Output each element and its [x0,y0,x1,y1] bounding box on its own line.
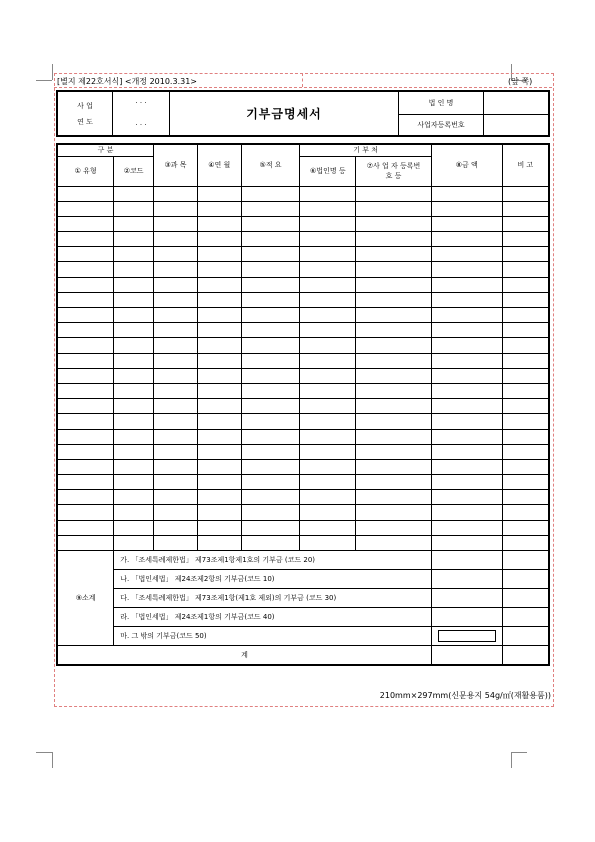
subtotal-amount[interactable] [431,551,502,570]
cell-donee-biz[interactable] [356,186,432,201]
cell-date[interactable] [197,520,241,535]
cell-account[interactable] [154,414,198,429]
cell-donee-biz[interactable] [356,247,432,262]
cell-date[interactable] [197,186,241,201]
table-row [57,353,549,368]
fiscal-year-label-2: 연 도 [77,117,93,126]
page-side: (앞 쪽) [508,77,533,86]
cell-donee-biz[interactable] [356,323,432,338]
col-amount: ⑧금 액 [431,144,502,186]
corp-name-value[interactable] [484,91,550,114]
cell-date[interactable] [197,444,241,459]
col-remarks: 비 고 [502,144,549,186]
subtotal-item: 라. 「법인세법」 제24조제1항의 기부금(코드 40) [114,608,432,627]
table-row [57,262,549,277]
cell-amount[interactable] [431,505,502,520]
subtotal-amount[interactable] [431,589,502,608]
cell-remarks[interactable] [502,338,549,353]
cell-remarks[interactable] [502,475,549,490]
cell-summary[interactable] [241,475,300,490]
crop-mark-tl-h [36,80,52,81]
cell-amount[interactable] [431,232,502,247]
cell-amount[interactable] [431,459,502,474]
subtotal-amount[interactable] [431,608,502,627]
cell-date[interactable] [197,216,241,231]
cell-type[interactable] [57,475,114,490]
cell-code[interactable] [114,383,154,398]
page-guide-header-divider [302,73,303,87]
cell-summary[interactable] [241,383,300,398]
cell-type[interactable] [57,323,114,338]
form-title: 기부금명세서 [170,91,399,136]
cell-code[interactable] [114,353,154,368]
subtotal-remarks[interactable] [502,589,549,608]
crop-mark-br-h [511,752,527,753]
cell-code[interactable] [114,368,154,383]
cell-date[interactable] [197,414,241,429]
cell-remarks[interactable] [502,520,549,535]
col-summary: ⑤적 요 [241,144,300,186]
cell-type[interactable] [57,414,114,429]
form-id: [별지 제22호서식] <개정 2010.3.31> [57,77,197,86]
col-code: ②코드 [114,156,154,186]
cell-donee-name[interactable] [300,216,356,231]
cell-type[interactable] [57,292,114,307]
table-row [57,475,549,490]
cell-remarks[interactable] [502,444,549,459]
cell-summary[interactable] [241,505,300,520]
cell-summary[interactable] [241,323,300,338]
cell-summary[interactable] [241,535,300,550]
cell-code[interactable] [114,323,154,338]
cell-summary[interactable] [241,414,300,429]
fiscal-year-label [57,91,113,136]
cell-type[interactable] [57,505,114,520]
cell-amount[interactable] [431,490,502,505]
subtotal-amount-boxed[interactable] [431,627,502,646]
table-row [57,232,549,247]
cell-donee-name[interactable] [300,429,356,444]
cell-code[interactable] [114,232,154,247]
cell-summary[interactable] [241,338,300,353]
cell-donee-name[interactable] [300,383,356,398]
cell-donee-biz[interactable] [356,216,432,231]
cell-remarks[interactable] [502,308,549,323]
fiscal-year-from[interactable]: · · · [113,91,170,114]
cell-donee-name[interactable] [300,490,356,505]
cell-summary[interactable] [241,292,300,307]
cell-summary[interactable] [241,520,300,535]
cell-remarks[interactable] [502,262,549,277]
cell-remarks[interactable] [502,429,549,444]
cell-account[interactable] [154,490,198,505]
cell-amount[interactable] [431,399,502,414]
cell-donee-biz[interactable] [356,444,432,459]
cell-donee-biz[interactable] [356,292,432,307]
cell-account[interactable] [154,459,198,474]
cell-date[interactable] [197,292,241,307]
cell-donee-name[interactable] [300,399,356,414]
cell-amount[interactable] [431,186,502,201]
cell-type[interactable] [57,368,114,383]
cell-code[interactable] [114,505,154,520]
cell-donee-biz[interactable] [356,399,432,414]
cell-donee-name[interactable] [300,247,356,262]
cell-donee-name[interactable] [300,459,356,474]
cell-type[interactable] [57,383,114,398]
cell-summary[interactable] [241,247,300,262]
cell-remarks[interactable] [502,368,549,383]
cell-date[interactable] [197,383,241,398]
cell-date[interactable] [197,232,241,247]
cell-date[interactable] [197,262,241,277]
cell-account[interactable] [154,368,198,383]
cell-type[interactable] [57,216,114,231]
cell-donee-biz[interactable] [356,459,432,474]
col-donee-name: ⑥법인명 등 [300,156,356,186]
cell-donee-name[interactable] [300,232,356,247]
cell-amount[interactable] [431,247,502,262]
cell-donee-biz[interactable] [356,475,432,490]
cell-account[interactable] [154,353,198,368]
table-row [57,399,549,414]
table-row [57,414,549,429]
cell-donee-name[interactable] [300,323,356,338]
table-row [57,277,549,292]
cell-date[interactable] [197,475,241,490]
cell-date[interactable] [197,535,241,550]
cell-code[interactable] [114,201,154,216]
table-row [57,323,549,338]
cell-account[interactable] [154,292,198,307]
cell-code[interactable] [114,399,154,414]
cell-donee-name[interactable] [300,414,356,429]
cell-type[interactable] [57,444,114,459]
cell-donee-biz[interactable] [356,201,432,216]
cell-account[interactable] [154,444,198,459]
cell-account[interactable] [154,429,198,444]
crop-mark-tl-v [52,64,53,80]
table-row [57,535,549,550]
table-row [57,383,549,398]
cell-account[interactable] [154,308,198,323]
crop-mark-bl-h [36,752,52,753]
cell-amount[interactable] [431,277,502,292]
cell-summary[interactable] [241,490,300,505]
entry-rows [57,186,549,551]
cell-code[interactable] [114,216,154,231]
cell-remarks[interactable] [502,277,549,292]
cell-summary[interactable] [241,459,300,474]
cell-donee-name[interactable] [300,308,356,323]
cell-type[interactable] [57,262,114,277]
table-row [57,201,549,216]
cell-remarks[interactable] [502,353,549,368]
cell-account[interactable] [154,399,198,414]
cell-remarks[interactable] [502,399,549,414]
cell-donee-biz[interactable] [356,232,432,247]
table-row [57,490,549,505]
cell-donee-name[interactable] [300,520,356,535]
cell-remarks[interactable] [502,201,549,216]
cell-amount[interactable] [431,429,502,444]
cell-code[interactable] [114,308,154,323]
table-row [57,520,549,535]
total-remarks[interactable] [502,646,549,665]
cell-code[interactable] [114,414,154,429]
table-row [57,444,549,459]
corp-name-label: 법 인 명 [399,91,484,114]
crop-mark-bl-v [52,752,53,768]
cell-type[interactable] [57,201,114,216]
cell-donee-name[interactable] [300,535,356,550]
cell-amount[interactable] [431,414,502,429]
cell-type[interactable] [57,459,114,474]
cell-date[interactable] [197,323,241,338]
cell-remarks[interactable] [502,535,549,550]
cell-type[interactable] [57,247,114,262]
cell-donee-name[interactable] [300,262,356,277]
cell-type[interactable] [57,232,114,247]
cell-amount[interactable] [431,216,502,231]
cell-date[interactable] [197,308,241,323]
donation-table [56,143,550,666]
col-account: ③과 목 [154,144,198,186]
cell-amount[interactable] [431,353,502,368]
cell-donee-name[interactable] [300,201,356,216]
fiscal-year-to[interactable]: · · · [113,114,170,136]
cell-donee-name[interactable] [300,338,356,353]
paper-spec: 210mm×297mm(신문용지 54g/㎡(재활용품)) [379,691,551,700]
cell-summary[interactable] [241,262,300,277]
subtotal-remarks[interactable] [502,627,549,646]
table-row [57,186,549,201]
subtotal-item: 가. 「조세특례제한법」 제73조제1항제1호의 기부금 (코드 20) [114,551,432,570]
cell-date[interactable] [197,429,241,444]
cell-code[interactable] [114,444,154,459]
cell-code[interactable] [114,338,154,353]
subtotal-item: 마. 그 밖의 기부금(코드 50) [114,627,432,646]
cell-account[interactable] [154,323,198,338]
cell-date[interactable] [197,201,241,216]
cell-account[interactable] [154,247,198,262]
cell-remarks[interactable] [502,459,549,474]
amount-box[interactable] [438,630,496,642]
cell-amount[interactable] [431,323,502,338]
cell-account[interactable] [154,216,198,231]
cell-donee-name[interactable] [300,368,356,383]
cell-date[interactable] [197,353,241,368]
cell-summary[interactable] [241,186,300,201]
cell-remarks[interactable] [502,505,549,520]
cell-date[interactable] [197,459,241,474]
cell-account[interactable] [154,338,198,353]
table-row [57,429,549,444]
cell-amount[interactable] [431,201,502,216]
table-row [57,308,549,323]
cell-donee-biz[interactable] [356,429,432,444]
cell-amount[interactable] [431,520,502,535]
table-row [57,368,549,383]
cell-donee-biz[interactable] [356,505,432,520]
cell-amount[interactable] [431,535,502,550]
cell-donee-biz[interactable] [356,535,432,550]
biz-no-label: 사업자등록번호 [399,114,484,136]
subtotal-item: 다. 「조세특례제한법」 제73조제1항(제1호 제외)의 기부금 (코드 30) [114,589,432,608]
cell-donee-name[interactable] [300,277,356,292]
cell-donee-biz[interactable] [356,262,432,277]
cell-code[interactable] [114,520,154,535]
table-row [57,247,549,262]
cell-date[interactable] [197,247,241,262]
cell-summary[interactable] [241,232,300,247]
table-row [57,292,549,307]
cell-date[interactable] [197,338,241,353]
cell-donee-name[interactable] [300,475,356,490]
col-donee-biz: ⑦사 업 자 등록번호 등 [356,156,432,186]
cell-remarks[interactable] [502,292,549,307]
cell-amount[interactable] [431,292,502,307]
cell-type[interactable] [57,353,114,368]
subtotal-amount[interactable] [431,570,502,589]
cell-date[interactable] [197,277,241,292]
cell-amount[interactable] [431,308,502,323]
cell-donee-name[interactable] [300,505,356,520]
cell-type[interactable] [57,277,114,292]
table-row [57,505,549,520]
cell-donee-biz[interactable] [356,520,432,535]
cell-summary[interactable] [241,308,300,323]
cell-remarks[interactable] [502,323,549,338]
cell-type[interactable] [57,308,114,323]
cell-date[interactable] [197,505,241,520]
table-row [57,216,549,231]
cell-remarks[interactable] [502,490,549,505]
col-group-gubun: 구 분 [57,144,154,156]
cell-amount[interactable] [431,444,502,459]
cell-remarks[interactable] [502,216,549,231]
cell-code[interactable] [114,429,154,444]
table-row [57,459,549,474]
cell-code[interactable] [114,247,154,262]
cell-donee-biz[interactable] [356,383,432,398]
cell-account[interactable] [154,232,198,247]
cell-type[interactable] [57,186,114,201]
subtotal-remarks[interactable] [502,551,549,570]
cell-donee-biz[interactable] [356,368,432,383]
cell-remarks[interactable] [502,186,549,201]
cell-summary[interactable] [241,429,300,444]
cell-code[interactable] [114,475,154,490]
cell-code[interactable] [114,277,154,292]
col-group-donee: 기 부 처 [300,144,431,156]
cell-type[interactable] [57,535,114,550]
cell-amount[interactable] [431,383,502,398]
cell-type[interactable] [57,399,114,414]
cell-amount[interactable] [431,368,502,383]
cell-account[interactable] [154,201,198,216]
cell-summary[interactable] [241,353,300,368]
cell-donee-name[interactable] [300,353,356,368]
cell-account[interactable] [154,186,198,201]
cell-code[interactable] [114,490,154,505]
cell-summary[interactable] [241,216,300,231]
total-amount[interactable] [431,646,502,665]
crop-mark-br-v [511,752,512,768]
fiscal-year-label-1: 사 업 [77,101,93,110]
cell-account[interactable] [154,262,198,277]
cell-summary[interactable] [241,444,300,459]
cell-donee-name[interactable] [300,444,356,459]
cell-donee-name[interactable] [300,186,356,201]
cell-summary[interactable] [241,201,300,216]
cell-date[interactable] [197,490,241,505]
page-guide-header-bottom [54,87,552,88]
cell-summary[interactable] [241,277,300,292]
cell-remarks[interactable] [502,232,549,247]
cell-code[interactable] [114,459,154,474]
cell-account[interactable] [154,277,198,292]
cell-summary[interactable] [241,399,300,414]
cell-account[interactable] [154,520,198,535]
cell-remarks[interactable] [502,247,549,262]
cell-code[interactable] [114,535,154,550]
cell-code[interactable] [114,262,154,277]
subtotal-remarks[interactable] [502,608,549,627]
cell-account[interactable] [154,383,198,398]
cell-type[interactable] [57,429,114,444]
subtotal-label: ⑨소계 [57,551,114,646]
cell-code[interactable] [114,292,154,307]
cell-donee-biz[interactable] [356,277,432,292]
cell-account[interactable] [154,535,198,550]
cell-donee-biz[interactable] [356,414,432,429]
cell-amount[interactable] [431,338,502,353]
cell-donee-name[interactable] [300,292,356,307]
cell-type[interactable] [57,338,114,353]
cell-date[interactable] [197,399,241,414]
table-row [57,338,549,353]
cell-account[interactable] [154,475,198,490]
cell-date[interactable] [197,368,241,383]
cell-type[interactable] [57,520,114,535]
subtotal-remarks[interactable] [502,570,549,589]
cell-donee-biz[interactable] [356,353,432,368]
cell-donee-biz[interactable] [356,490,432,505]
cell-amount[interactable] [431,262,502,277]
cell-code[interactable] [114,186,154,201]
cell-amount[interactable] [431,475,502,490]
col-date: ④연 월 [197,144,241,186]
col-type: ① 유형 [57,156,114,186]
cell-remarks[interactable] [502,414,549,429]
cell-summary[interactable] [241,368,300,383]
cell-type[interactable] [57,490,114,505]
top-block [56,90,550,137]
biz-no-value[interactable] [484,114,550,136]
cell-remarks[interactable] [502,383,549,398]
total-label: 계 [57,646,431,665]
cell-account[interactable] [154,505,198,520]
subtotal-item: 나. 「법인세법」 제24조제2항의 기부금(코드 10) [114,570,432,589]
cell-donee-biz[interactable] [356,308,432,323]
cell-donee-biz[interactable] [356,338,432,353]
